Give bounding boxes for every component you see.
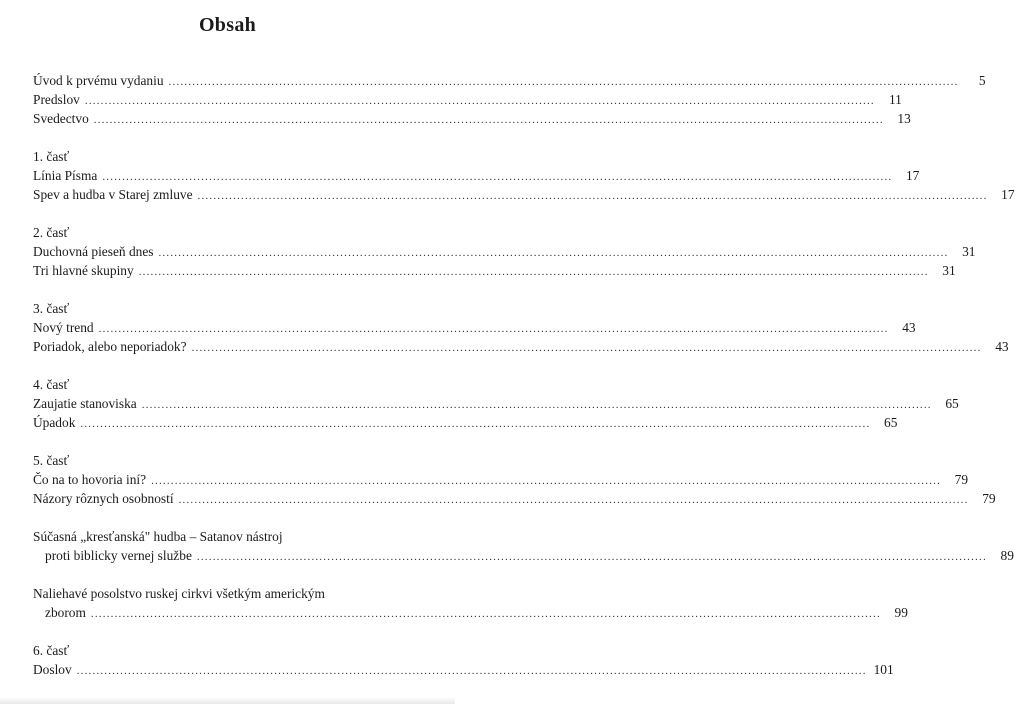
toc-section (33, 451, 996, 508)
page-number: 31 (942, 263, 956, 278)
toc-entry (33, 318, 916, 337)
toc-section (33, 375, 959, 432)
dot-leader: ........................................................................................................................................................................................................ (197, 190, 988, 202)
entry-title: Poriadok, alebo neporiadok? (33, 339, 187, 354)
entry-title-first-line: Naliehavé posolstvo ruskej cirkvi všetkým americkým (33, 586, 325, 601)
entry-title: Svedectvo (33, 111, 89, 126)
page-number: 17 (1001, 187, 1015, 202)
dot-leader: ........................................................................................................................................................................................................ (196, 551, 987, 563)
dot-leader: ........................................................................................................................................................................................................ (102, 171, 893, 183)
toc-section (33, 299, 1009, 356)
entry-title: proti biblicky vernej službe (45, 548, 192, 563)
toc-entry (33, 394, 959, 413)
dot-leader: ........................................................................................................................................................................................................ (76, 665, 867, 677)
toc-entry (33, 413, 898, 432)
toc-entry (33, 337, 1009, 356)
toc-section (33, 147, 1015, 204)
entry-title: Duchovná pieseň dnes (33, 244, 154, 259)
page-number: 13 (897, 111, 911, 126)
entry-title: Línia Písma (33, 168, 98, 183)
dot-leader: ........................................................................................................................................................................................................ (178, 494, 969, 506)
dot-leader: ........................................................................................................................................................................................................ (168, 76, 959, 88)
page-number: 101 (873, 662, 894, 677)
entry-title: Spev a hudba v Starej zmluve (33, 187, 193, 202)
page-number: 43 (995, 339, 1009, 354)
page-number: 65 (884, 415, 898, 430)
dot-leader: ........................................................................................................................................................................................................ (80, 418, 871, 430)
page-number: 89 (1000, 548, 1014, 563)
page-number: 11 (888, 92, 902, 107)
toc-entry (33, 185, 1015, 204)
toc-entry (33, 90, 902, 109)
part-heading: 2. časť (33, 225, 70, 240)
dot-leader: ........................................................................................................................................................................................................ (98, 323, 889, 335)
toc-section (33, 223, 976, 280)
entry-title: Tri hlavné skupiny (33, 263, 134, 278)
entry-title: Čo na to hovoria iní? (33, 472, 147, 487)
toc-entry (33, 660, 894, 679)
entry-title-first-line: Súčasná „kresťanská" hudba – Satanov nástroj (33, 529, 283, 544)
page-number: 79 (982, 491, 996, 506)
toc-section (33, 527, 1014, 565)
dot-leader: ........................................................................................................................................................................................................ (141, 399, 932, 411)
toc-entry (33, 489, 996, 508)
toc-entry (33, 546, 1014, 565)
dot-leader: ........................................................................................................................................................................................................ (151, 475, 942, 487)
part-heading: 1. časť (33, 149, 70, 164)
toc-entry (33, 109, 911, 128)
dot-leader: ........................................................................................................................................................................................................ (158, 247, 949, 259)
page-number: 65 (945, 396, 959, 411)
toc-section (33, 584, 908, 622)
page-number: 43 (902, 320, 916, 335)
dot-leader: ........................................................................................................................................................................................................ (84, 95, 875, 107)
toc-section (33, 641, 894, 679)
part-heading: 4. časť (33, 377, 70, 392)
entry-title: Nový trend (33, 320, 94, 335)
entry-title: Doslov (33, 662, 72, 677)
page-number: 5 (978, 73, 986, 88)
entry-title: Úvod k prvému vydaniu (33, 73, 164, 88)
toc-entry (33, 242, 976, 261)
entry-title: Názory rôznych osobností (33, 491, 174, 506)
page-number: 99 (894, 605, 908, 620)
dot-leader: ........................................................................................................................................................................................................ (191, 342, 982, 354)
entry-title: zborom (45, 605, 86, 620)
entry-title: Zaujatie stanoviska (33, 396, 137, 411)
toc-entry (33, 71, 986, 90)
toc-entry (33, 166, 920, 185)
entry-title: Úpadok (33, 415, 76, 430)
page-title: Obsah (198, 14, 257, 36)
part-heading: 6. časť (33, 643, 70, 658)
part-heading: 3. časť (33, 301, 70, 316)
page-number: 31 (962, 244, 976, 259)
part-heading: 5. časť (33, 453, 70, 468)
dot-leader: ........................................................................................................................................................................................................ (93, 114, 884, 126)
toc-entry (33, 261, 956, 280)
entry-title: Predslov (33, 92, 80, 107)
toc-entry (33, 470, 969, 489)
page-number: 79 (954, 472, 969, 487)
dot-leader: ........................................................................................................................................................................................................ (90, 608, 881, 620)
toc-section (33, 71, 986, 128)
table-of-contents (33, 71, 1015, 698)
page-number: 17 (905, 168, 920, 183)
dot-leader: ........................................................................................................................................................................................................ (138, 266, 929, 278)
page-edge-shadow (0, 698, 455, 704)
toc-entry (33, 603, 908, 622)
